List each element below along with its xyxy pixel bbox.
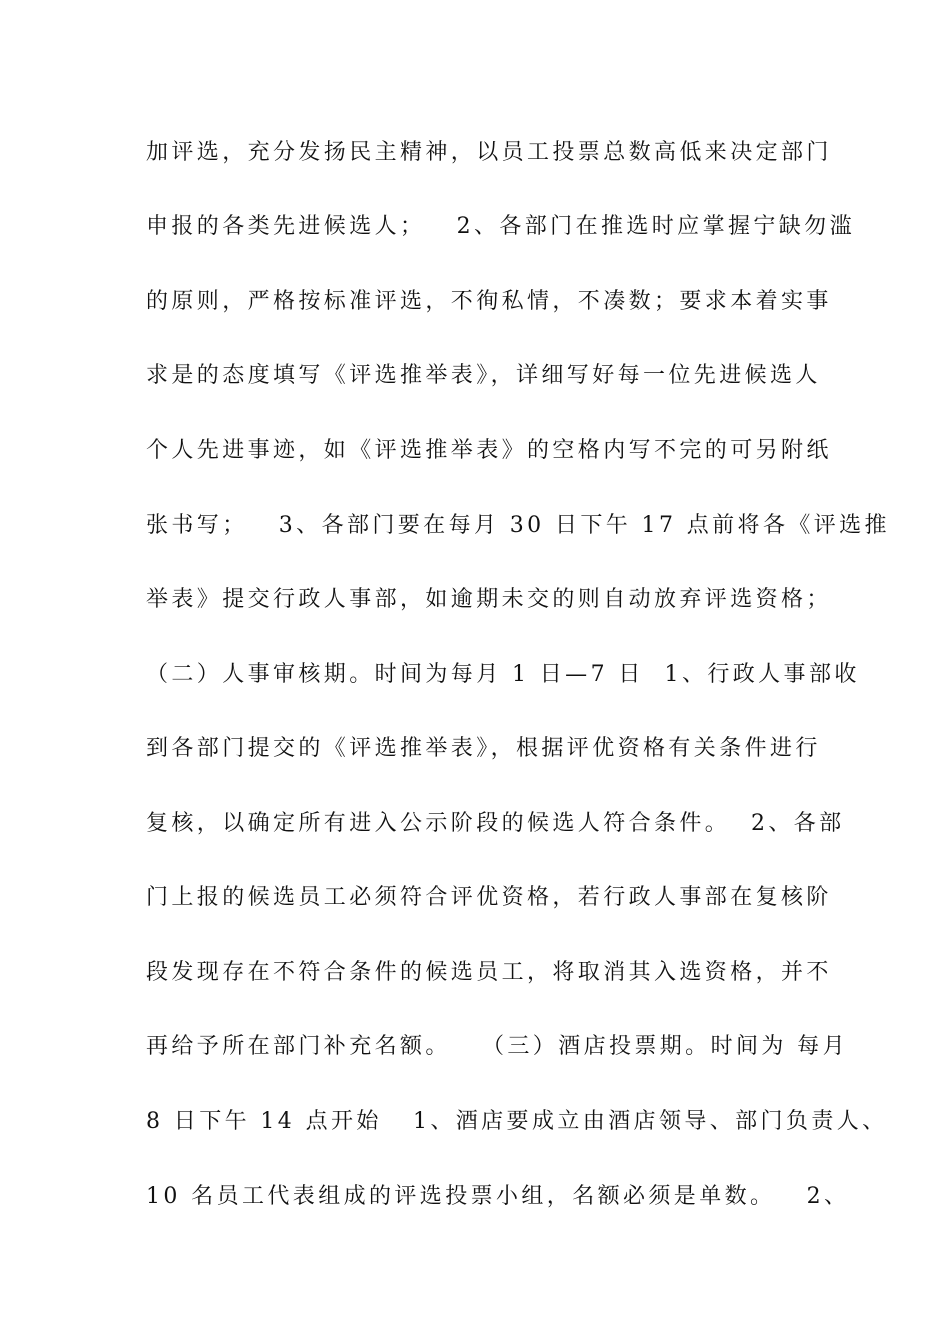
paragraph-line: （二）人事审核期。时间为每月 1 日—7 日 1、行政人事部收 bbox=[146, 662, 860, 687]
paragraph-line: 求是的态度填写《评选推举表》，详细写好每一位先进候选人 bbox=[146, 363, 821, 388]
paragraph-line: 10 名员工代表组成的评选投票小组，名额必须是单数。 2、 bbox=[146, 1184, 850, 1209]
paragraph-line: 到各部门提交的《评选推举表》，根据评优资格有关条件进行 bbox=[146, 736, 821, 761]
paragraph-line: 段发现存在不符合条件的候选员工，将取消其入选资格，并不 bbox=[146, 960, 832, 985]
paragraph-line: 申报的各类先进候选人； 2、各部门在推选时应掌握宁缺勿滥 bbox=[146, 214, 855, 239]
paragraph-line: 复核，以确定所有进入公示阶段的候选人符合条件。 2、各部 bbox=[146, 811, 845, 836]
paragraph-line: 门上报的候选员工必须符合评优资格，若行政人事部在复核阶 bbox=[146, 885, 832, 910]
paragraph-line: 个人先进事迹，如《评选推举表》的空格内写不完的可另附纸 bbox=[146, 438, 832, 463]
paragraph-line: 张书写； 3、各部门要在每月 30 日下午 17 点前将各《评选推 bbox=[146, 513, 890, 538]
paragraph-line: 举表》提交行政人事部，如逾期未交的则自动放弃评选资格； bbox=[146, 587, 832, 612]
paragraph-line: 再给予所在部门补充名额。 （三）酒店投票期。时间为 每月 bbox=[146, 1034, 848, 1059]
paragraph-line: 的原则，严格按标准评选，不徇私情，不凑数；要求本着实事 bbox=[146, 289, 832, 314]
paragraph-line: 加评选，充分发扬民主精神，以员工投票总数高低来决定部门 bbox=[146, 140, 832, 165]
paragraph-line: 8 日下午 14 点开始 1、酒店要成立由酒店领导、部门负责人、 bbox=[146, 1109, 888, 1134]
